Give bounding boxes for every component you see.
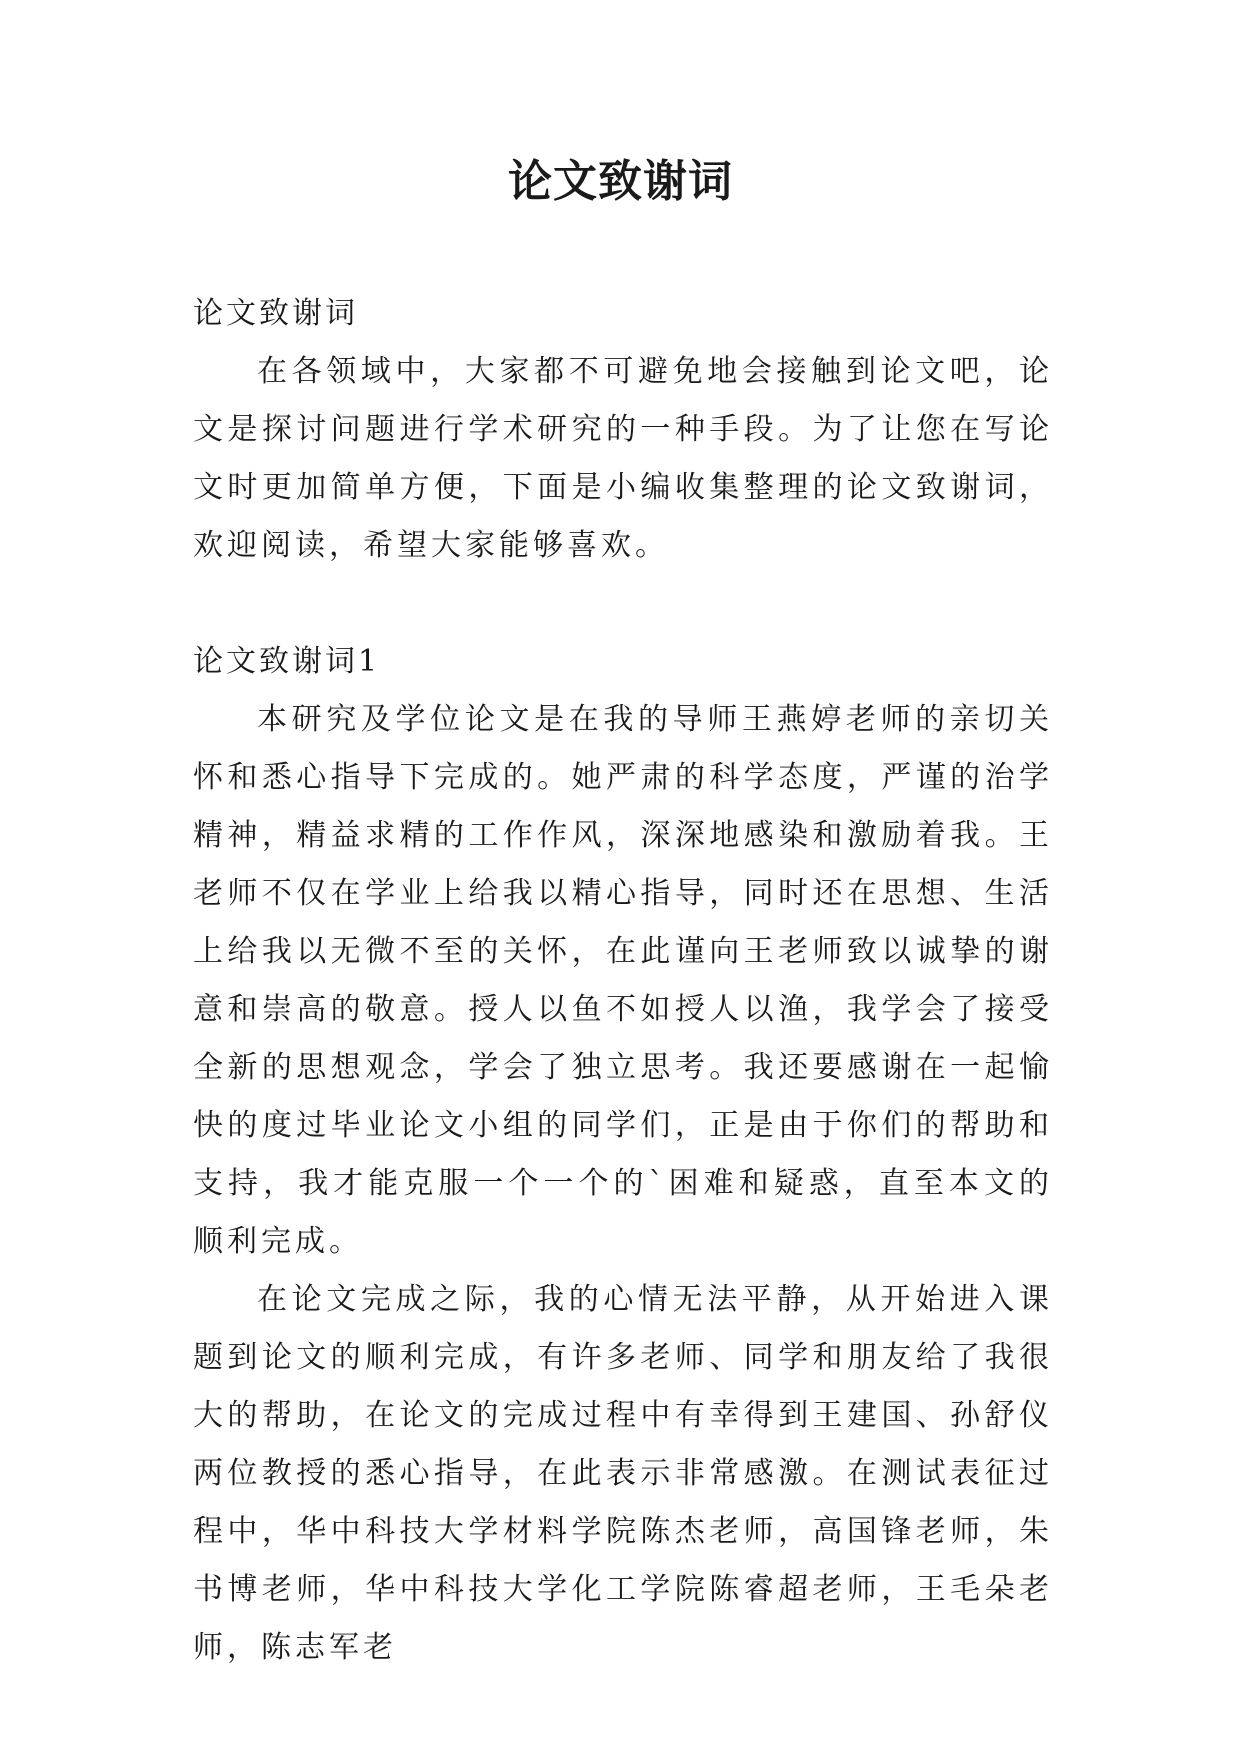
section-1-paragraph-1: 本研究及学位论文是在我的导师王燕婷老师的亲切关怀和悉心指导下完成的。她严肃的科学态度，严谨的治学精神，精益求精的工作作风，深深地感染和激励着我。王老师不仅在学业上给我以精心指导，同时还在思想、生活上给我以无微不至的关怀，在此谨向王老师致以诚挚的谢意和崇高的敬意。授人以鱼不如授人以渔，我学会了接受全新的思想观念，学会了独立思考。我还要感谢在一起愉快的度过毕业论文小组的同学们，正是由于你们的帮助和支持，我才能克服一个一个的`困难和疑惑，直至本文的顺利完成。	[193, 702, 1053, 1259]
intro-paragraph: 在各领域中，大家都不可避免地会接触到论文吧，论文是探讨问题进行学术研究的一种手段。为了让您在写论文时更加简单方便，下面是小编收集整理的论文致谢词，欢迎阅读，希望大家能够喜欢。	[193, 354, 1053, 563]
section-spacer	[193, 575, 1053, 633]
document-title: 论文致谢词	[508, 156, 733, 207]
document-body	[193, 285, 1053, 1677]
section-1-paragraph-2: 在论文完成之际，我的心情无法平静，从开始进入课题到论文的顺利完成，有许多老师、同学和朋友给了我很大的帮助，在论文的完成过程中有幸得到王建国、孙舒仪两位教授的悉心指导，在此表示非常感激。在测试表征过程中，华中科技大学材料学院陈杰老师，高国锋老师，朱书博老师，华中科技大学化工学院陈睿超老师，王毛朵老师，陈志军老	[193, 1282, 1053, 1665]
section-1-heading: 论文致谢词1	[193, 644, 381, 679]
intro-heading: 论文致谢词	[193, 296, 358, 331]
